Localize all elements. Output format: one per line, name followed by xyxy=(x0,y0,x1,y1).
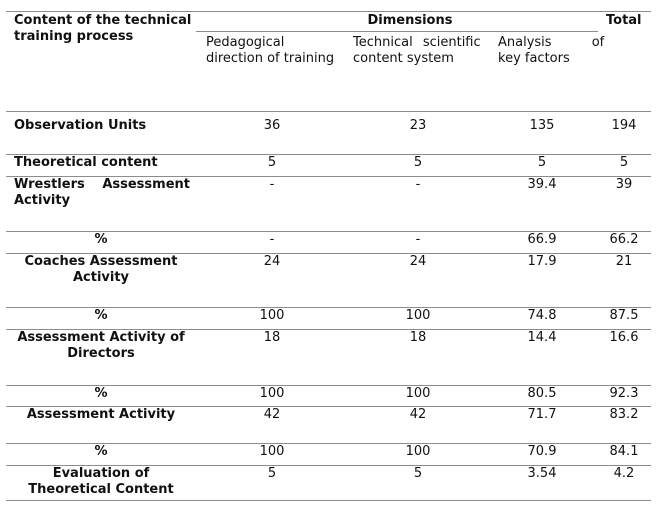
row-label: Activity xyxy=(14,193,71,208)
row-value-v1: 42 xyxy=(263,407,281,422)
row-value-v2: 100 xyxy=(405,444,431,459)
row-label: % xyxy=(94,386,108,401)
row-value-v2: 24 xyxy=(409,254,427,269)
row-value-v2: 23 xyxy=(409,118,427,133)
row-value-v3: 17.9 xyxy=(527,254,557,269)
content-column-header-line1: Content of the technical xyxy=(14,13,192,28)
row-value-v3: 3.54 xyxy=(527,466,557,481)
row-value-v1: 5 xyxy=(267,466,277,481)
row-value-total: 194 xyxy=(611,118,637,133)
row-value-v2: 5 xyxy=(413,155,423,170)
row-value-v2: 42 xyxy=(409,407,427,422)
row-value-v1: 18 xyxy=(263,330,281,345)
content-column-header-line2: training process xyxy=(14,29,134,44)
row-value-v1: 5 xyxy=(267,155,277,170)
row-value-v2: - xyxy=(415,177,421,192)
rule-top xyxy=(6,11,651,12)
row-value-total: 92.3 xyxy=(609,386,639,401)
row-label: Directors xyxy=(67,346,135,361)
row-label: Assessment Activity xyxy=(26,407,176,422)
row-value-total: 16.6 xyxy=(609,330,639,345)
row-value-total: 84.1 xyxy=(609,444,639,459)
row-value-v1: 100 xyxy=(259,386,285,401)
row-value-v1: - xyxy=(269,177,275,192)
row-label: Evaluation of xyxy=(52,466,150,481)
pedagogical-header-line2: direction of training xyxy=(206,51,335,66)
analysis-header-line1: Analysis of xyxy=(498,35,605,50)
row-label: Theoretical Content xyxy=(28,482,174,497)
row-value-v3: 135 xyxy=(529,118,555,133)
row-value-v3: 66.9 xyxy=(527,232,557,247)
row-value-v3: 39.4 xyxy=(527,177,557,192)
dimensions-header: Dimensions xyxy=(367,13,453,28)
row-value-total: 4.2 xyxy=(613,466,635,481)
row-label: Wrestlers Assessment xyxy=(14,177,190,192)
row-label: % xyxy=(94,232,108,247)
technical-header-line2: content system xyxy=(353,51,454,66)
row-value-v3: 14.4 xyxy=(527,330,557,345)
row-value-total: 87.5 xyxy=(609,308,639,323)
row-value-v2: 100 xyxy=(405,308,431,323)
row-value-total: 39 xyxy=(615,177,633,192)
row-value-total: 5 xyxy=(619,155,629,170)
row-label: Coaches Assessment xyxy=(24,254,178,269)
row-value-v3: 70.9 xyxy=(527,444,557,459)
row-value-v3: 74.8 xyxy=(527,308,557,323)
row-label: Theoretical content xyxy=(14,155,158,170)
row-value-v2: 5 xyxy=(413,466,423,481)
row-value-v1: 100 xyxy=(259,444,285,459)
row-value-v1: - xyxy=(269,232,275,247)
pedagogical-header-line1: Pedagogical xyxy=(206,35,285,50)
row-value-v3: 5 xyxy=(537,155,547,170)
rule-row xyxy=(6,111,651,112)
analysis-header-line2: key factors xyxy=(498,51,570,66)
row-value-v2: 100 xyxy=(405,386,431,401)
row-value-v2: - xyxy=(415,232,421,247)
row-value-v3: 80.5 xyxy=(527,386,557,401)
technical-header-line1: Technical scientific xyxy=(353,35,481,50)
row-value-total: 66.2 xyxy=(609,232,639,247)
rule-bottom xyxy=(6,500,651,501)
row-value-v1: 36 xyxy=(263,118,281,133)
total-header: Total xyxy=(606,13,642,28)
row-value-v1: 24 xyxy=(263,254,281,269)
row-value-total: 83.2 xyxy=(609,407,639,422)
row-label: % xyxy=(94,308,108,323)
row-value-v3: 71.7 xyxy=(527,407,557,422)
row-label: Activity xyxy=(72,270,130,285)
row-value-v1: 100 xyxy=(259,308,285,323)
row-label: Assessment Activity of xyxy=(17,330,185,345)
row-value-total: 21 xyxy=(615,254,633,269)
row-label: % xyxy=(94,444,108,459)
rule-under-dimensions xyxy=(196,31,598,32)
row-label: Observation Units xyxy=(14,118,147,133)
row-value-v2: 18 xyxy=(409,330,427,345)
